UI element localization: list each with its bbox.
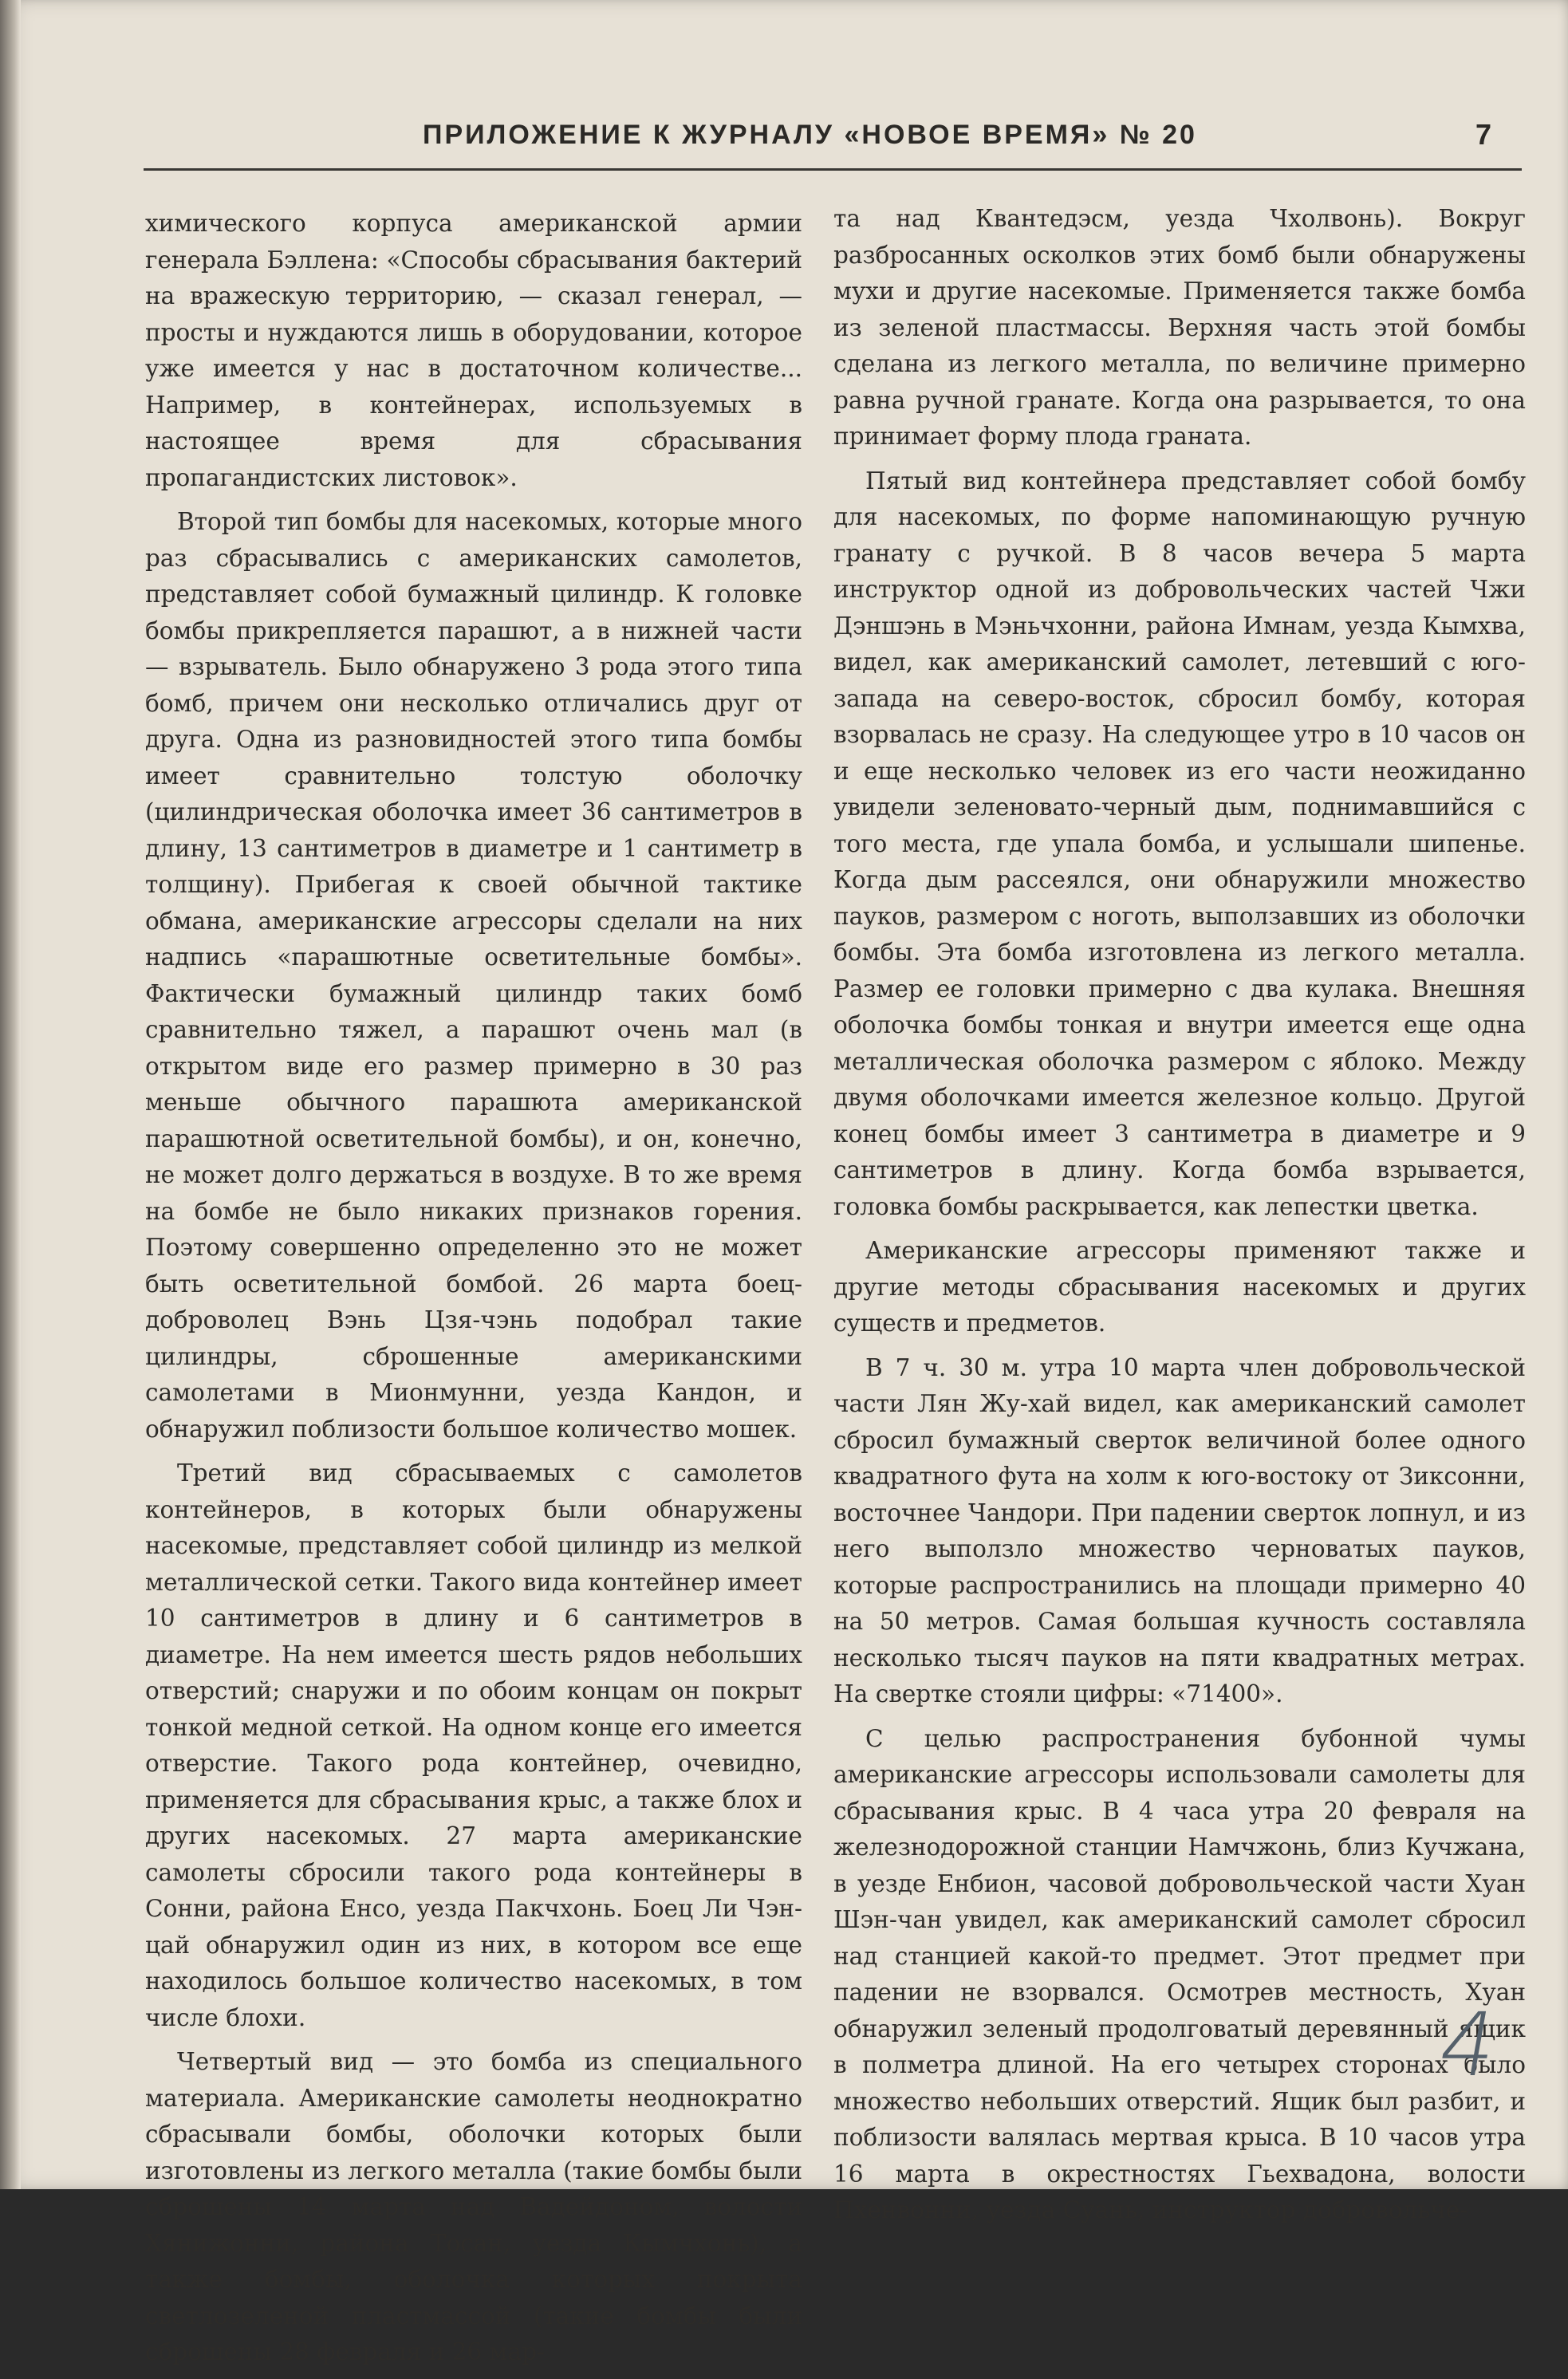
page-number: 7 (1475, 118, 1491, 151)
right-column (833, 201, 1526, 2237)
running-header (152, 120, 1507, 160)
paragraph: Пятый вид контейнера представляет собой бомбу для насекомых, по форме напоминающую ручную гранату с ручкой. В 8 часов вечера 5 марта инструктор одной из добровольческих частей Чжи Дэншэнь в Мэньчхонни, района Имнам, уезда Кымхва, видел, как американский самолет, летевший с юго-запада на северо-восток, сбросил бомбу, которая взорвалась не сразу. На следующее утро в 10 часов он и еще несколько человек из его части неожиданно увидели зеленовато-черный дым, поднимавшийся с того места, где упала бомба, и услышали шипенье. Когда дым рассеялся, они обнаружили множество пауков, размером с ноготь, выползавших из оболочки бомбы. Эта бомба изготовлена из легкого металла. Размер ее головки примерно с два кулака. Внешняя оболочка бомбы тонкая и внутри имеется еще одна металлическая оболочка размером с яблоко. Между двумя оболочками имеется железное кольцо. Другой конец бомбы имеет 3 сантиметра в диаметре и 9 сантиметров в длину. Когда бомба взрывается, головка бомбы раскрывается, как лепестки цветка. (833, 467, 1526, 1220)
left-column (145, 206, 802, 2379)
header-rule (144, 168, 1522, 171)
paragraph: та над Квантедэсм, уезда Чхолвонь). Вокруг разбросанных осколков этих бомб были обнаружены мухи и другие насекомые. Применяется также бомба из зеленой пластмассы. Верхняя часть этой бомбы сделана из легкого металла, по величине примерно равна ручной гранате. Когда она разрывается, то она принимает форму плода граната. (833, 205, 1526, 450)
page-binding-edge (0, 0, 21, 2189)
header-title: ПРИЛОЖЕНИЕ К ЖУРНАЛУ «НОВОЕ ВРЕМЯ» № 20 (423, 120, 1197, 150)
paragraph: Четвертый вид — это бомба из специального материала. Американские самолеты неоднократно сбрасывали бомбы, оболочки которых были изготовлены из легкого металла (такие бомбы были сброшены 14 марта над Вадейдоном, волости Хянижонни, района Тосан, уезда Кымчхонь), а также бомбы, оболочка которых покрыта светлозеленой пластмассой (такие бомбы были сброшены 28 февраля и 26 мар- (145, 2048, 802, 2365)
handwritten-page-mark: 4 (1431, 1994, 1506, 2096)
paragraph: Второй тип бомбы для насекомых, которые много раз сбрасывались с американских самолетов, представляет собой бумажный цилиндр. К головке бомбы прикрепляется парашют, а в нижней части — взрыватель. Было обнаружено 3 рода этого типа бомб, причем они несколько отличались друг от друга. Одна из разновидностей этого типа бомбы имеет сравнительно толстую оболочку (цилиндрическая оболочка имеет 36 сантиметров в длину, 13 сантиметров в диаметре и 1 сантиметр в толщину). Прибегая к своей обычной тактике обмана, американские агрессоры сделали на них надпись «парашютные осветительные бомбы». Фактически бумажный цилиндр таких бомб сравнительно тяжел, а парашют очень мал (в открытом виде его размер примерно в 30 раз меньше обычного парашюта американской парашютной осветительной бомбы), и он, конечно, не может долго держаться в воздухе. В то же время на бомбе не было никаких признаков горения. Поэтому совершенно определенно это не может быть осветительной бомбой. 26 марта боец-доброволец Вэнь Цзя-чэнь подобрал такие цилиндры, сброшенные американскими самолетами в Мионмунни, уезда Кандон, и обнаружил поблизости большое количество мошек. (145, 508, 802, 1443)
paragraph: С целью распространения бубонной чумы американские агрессоры использовали самолеты для сбрасывания крыс. В 4 часа утра 20 февраля на железнодорожной станции Намчжонь, близ Кучжана, в уезде Енбион, часовой добровольческой части Хуан Шэн-чан увидел, как американский самолет сбросил над станцией какой-то предмет. Этот предмет при падении не взорвался. Осмотрев местность, Хуан обнаружил зеленый продолговатый деревянный ящик в полметра длиной. На его четырех сторонах было множество небольших отверстий. Ящик был разбит, и поблизости валялась мертвая крыса. В 10 часов утра 16 марта в окрестностях Гьехвадона, волости Пхенвонни, уезда Суань, инструктор добровольче- (833, 1724, 1526, 2223)
paragraph: химического корпуса американской армии генерала Бэллена: «Способы сбрасывания бактерий на вражескую территорию, — сказал генерал, — просты и нуждаются лишь в оборудовании, которое уже имеется у нас в достаточном количестве... Например, в контейнерах, используемых в настоящее время для сбрасывания пропагандистских листовок». (145, 210, 802, 491)
paragraph: Третий вид сбрасываемых с самолетов контейнеров, в которых были обнаружены насекомые, представляет собой цилиндр из мелкой металлической сетки. Такого вида контейнер имеет 10 сантиметров в длину и 6 сантиметров в диаметре. На нем имеется шесть рядов небольших отверстий; снаружи и по обоим концам он покрыт тонкой медной сеткой. На одном конце его имеется отверстие. Такого рода контейнер, очевидно, применяется для сбрасывания крыс, а также блох и других насекомых. 27 марта американские самолеты сбросили такого рода контейнеры в Сонни, района Енсо, уезда Пакчхонь. Боец Ли Чэн-цай обнаружил один из них, в котором все еще находилось большое количество насекомых, в том числе блохи. (145, 1459, 802, 2031)
paragraph: В 7 ч. 30 м. утра 10 марта член добровольческой части Лян Жу-хай видел, как американский самолет сбросил бумажный сверток величиной более одного квадратного фута на холм к юго-востоку от Зиксонни, восточнее Чандори. При падении сверток лопнул, и из него выползло множество черноватых пауков, которые распространились на площади примерно 40 на 50 метров. Самая большая кучность составляла несколько тысяч пауков на пяти квадратных метрах. На свертке стояли цифры: «71400». (833, 1353, 1526, 1707)
paragraph: Американские агрессоры применяют также и другие методы сбрасывания насекомых и других существ и предметов. (833, 1237, 1526, 1337)
